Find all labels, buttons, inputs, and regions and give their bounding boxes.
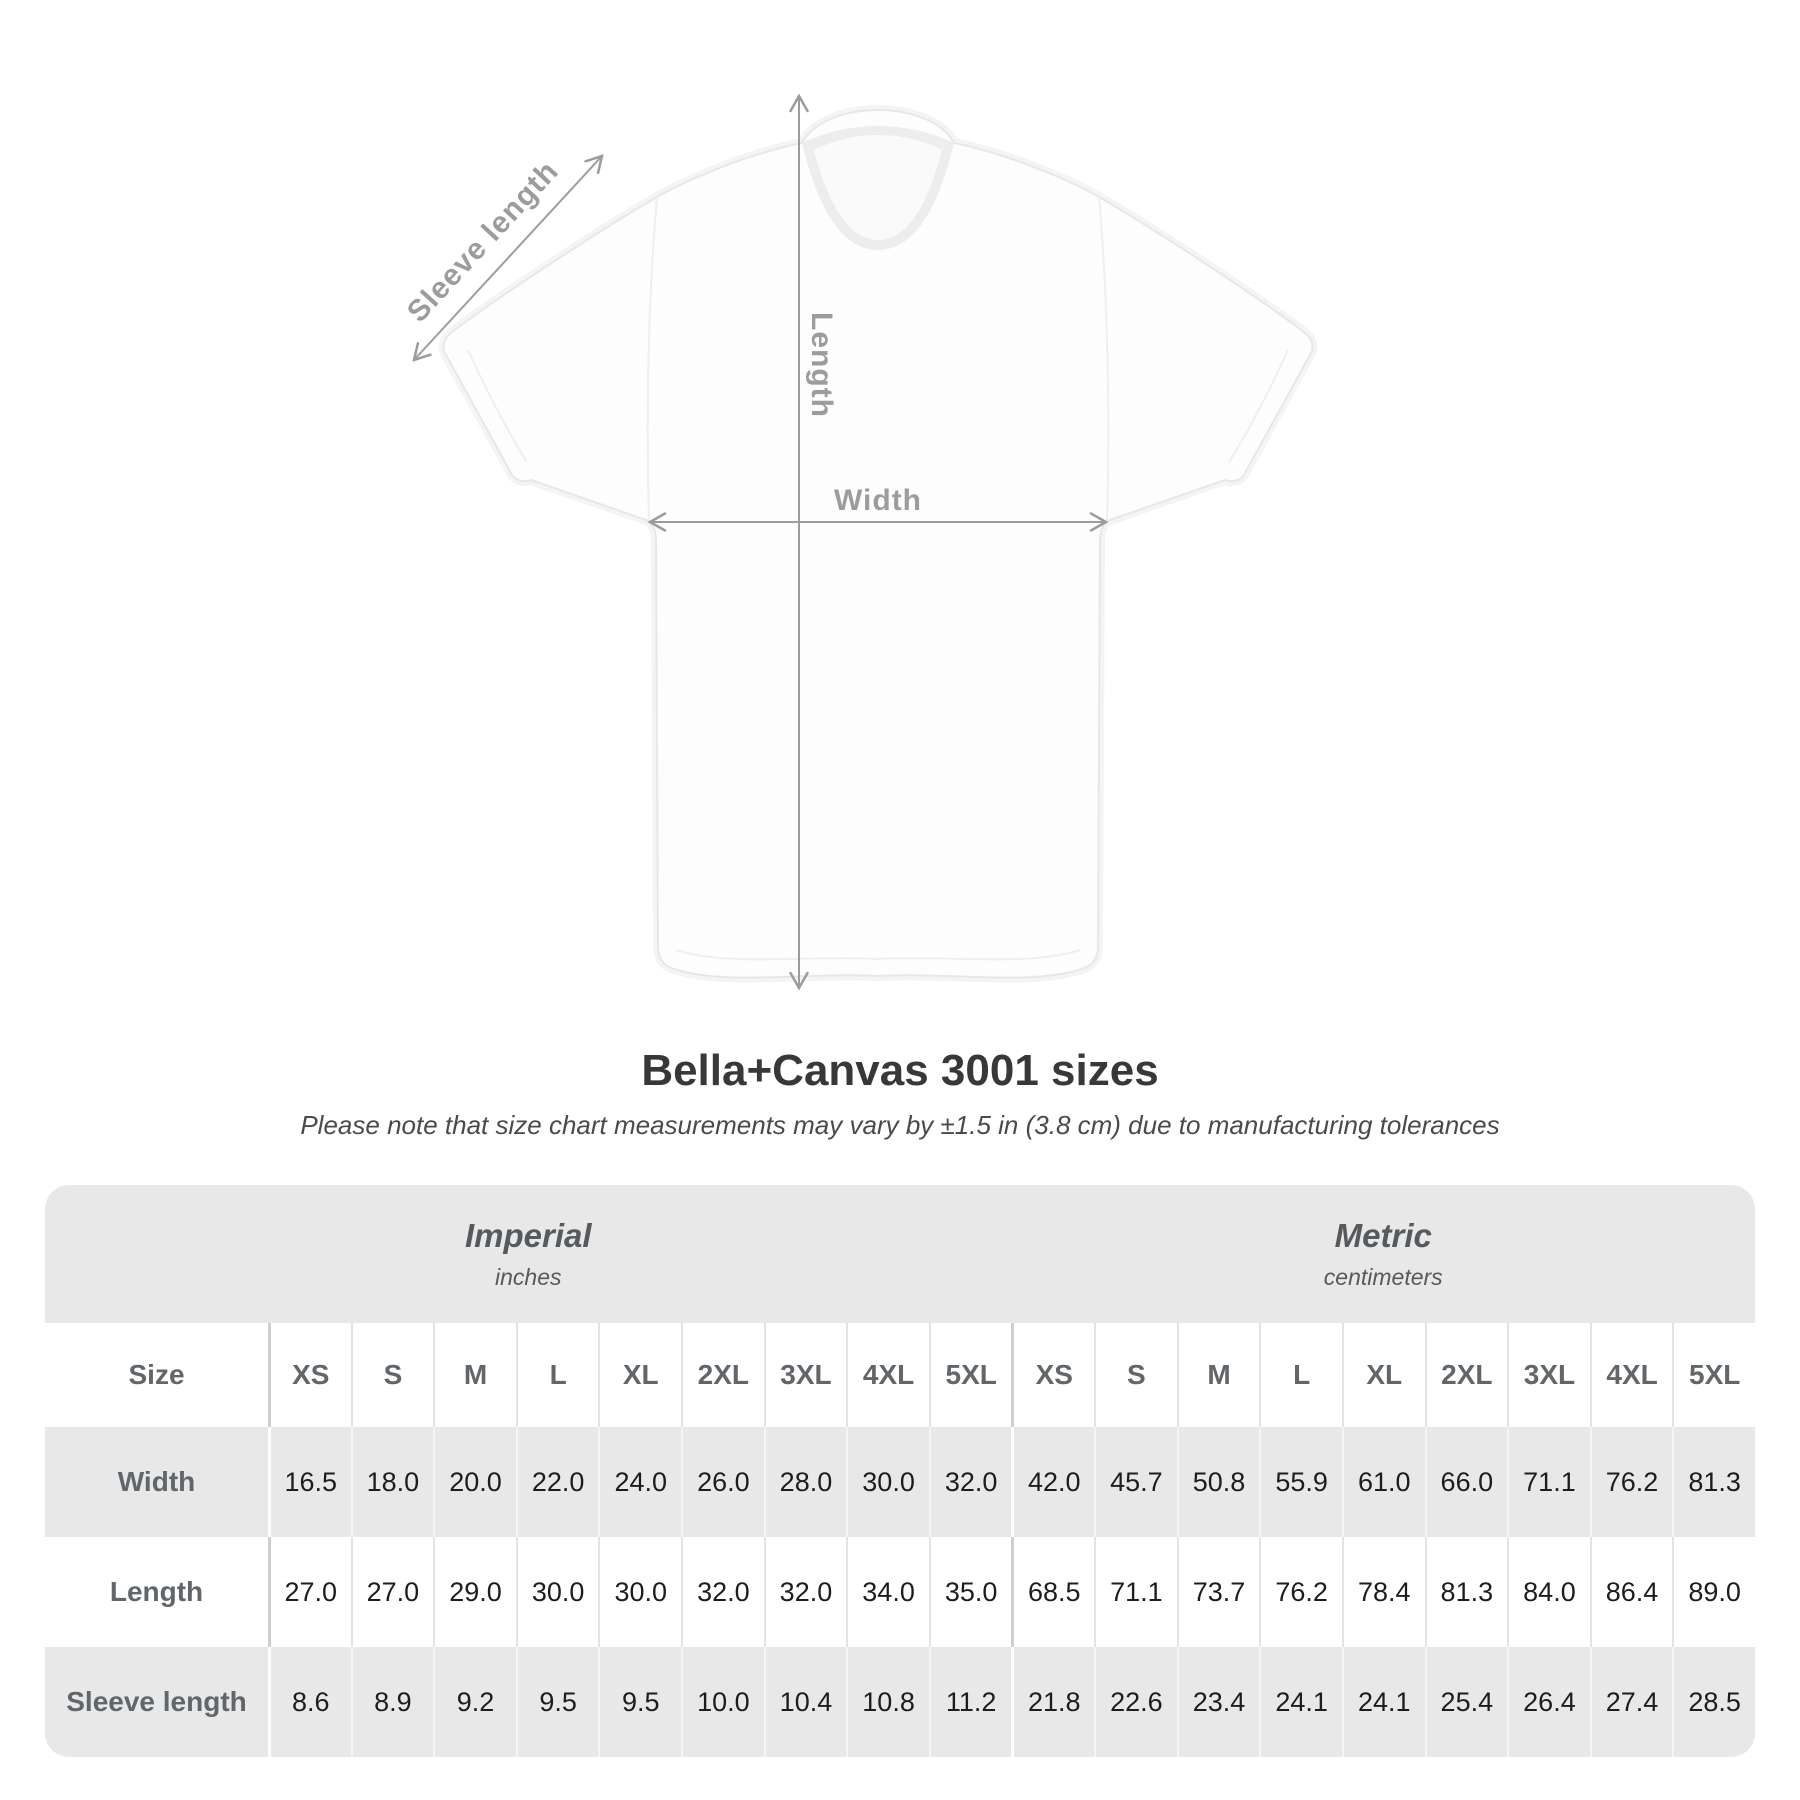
- measurement-cell: 24.1: [1342, 1647, 1425, 1757]
- size-header-row: [45, 1323, 1755, 1427]
- row-label: Width: [45, 1427, 268, 1537]
- measurement-cell: 8.9: [351, 1647, 434, 1757]
- measurement-cell: 20.0: [433, 1427, 516, 1537]
- size-column-metric-2xl: 2XL: [1425, 1323, 1508, 1427]
- measurement-cell: 30.0: [846, 1427, 929, 1537]
- size-column-metric-3xl: 3XL: [1507, 1323, 1590, 1427]
- size-column-imperial-2xl: 2XL: [681, 1323, 764, 1427]
- size-table: [45, 1185, 1755, 1757]
- measurement-cell: 26.0: [681, 1427, 764, 1537]
- unit-sub-imperial: inches: [495, 1264, 562, 1290]
- measurement-cell: 55.9: [1259, 1427, 1342, 1537]
- size-column-imperial-3xl: 3XL: [764, 1323, 847, 1427]
- measurement-cell: 24.1: [1259, 1647, 1342, 1757]
- unit-header-imperial: [45, 1185, 1011, 1323]
- measurement-cell: 89.0: [1672, 1537, 1755, 1647]
- measurement-cell: 76.2: [1259, 1537, 1342, 1647]
- measurement-cell: 81.3: [1425, 1537, 1508, 1647]
- measurement-cell: 42.0: [1011, 1427, 1094, 1537]
- measurement-cell: 32.0: [929, 1427, 1012, 1537]
- size-column-metric-s: S: [1094, 1323, 1177, 1427]
- measurement-cell: 21.8: [1011, 1647, 1094, 1757]
- size-column-metric-m: M: [1177, 1323, 1260, 1427]
- size-column-metric-4xl: 4XL: [1590, 1323, 1673, 1427]
- unit-name-imperial: Imperial: [464, 1217, 592, 1254]
- measurement-cell: 30.0: [598, 1537, 681, 1647]
- size-column-metric-l: L: [1259, 1323, 1342, 1427]
- measurement-row: [45, 1537, 1755, 1647]
- measurement-cell: 25.4: [1425, 1647, 1508, 1757]
- measurement-cell: 71.1: [1094, 1537, 1177, 1647]
- length-label: Length: [805, 312, 838, 418]
- measurement-cell: 66.0: [1425, 1427, 1508, 1537]
- measurement-cell: 35.0: [929, 1537, 1012, 1647]
- measurement-cell: 18.0: [351, 1427, 434, 1537]
- measurement-cell: 32.0: [681, 1537, 764, 1647]
- measurement-cell: 23.4: [1177, 1647, 1260, 1757]
- size-column-imperial-l: L: [516, 1323, 599, 1427]
- measurement-rows: [45, 1427, 1755, 1757]
- measurement-cell: 28.5: [1672, 1647, 1755, 1757]
- measurement-cell: 9.5: [516, 1647, 599, 1757]
- measurement-cell: 68.5: [1011, 1537, 1094, 1647]
- measurement-cell: 76.2: [1590, 1427, 1673, 1537]
- measurement-cell: 50.8: [1177, 1427, 1260, 1537]
- measurement-cell: 71.1: [1507, 1427, 1590, 1537]
- measurement-cell: 27.0: [268, 1537, 351, 1647]
- size-column-metric-xl: XL: [1342, 1323, 1425, 1427]
- size-column-metric-xs: XS: [1011, 1323, 1094, 1427]
- measurement-cell: 9.5: [598, 1647, 681, 1757]
- size-column-imperial-m: M: [433, 1323, 516, 1427]
- row-label: Length: [45, 1537, 268, 1647]
- measurement-cell: 81.3: [1672, 1427, 1755, 1537]
- unit-sub-metric: centimeters: [1323, 1264, 1443, 1290]
- measurement-cell: 24.0: [598, 1427, 681, 1537]
- sleeve-length-label: Sleeve length: [400, 154, 566, 329]
- page-subtitle: Please note that size chart measurements may vary by ±1.5 in (3.8 cm) due to manufacturing tolerances: [300, 1110, 1500, 1140]
- measurement-cell: 26.4: [1507, 1647, 1590, 1757]
- measurement-row: [45, 1427, 1755, 1537]
- measurement-cell: 84.0: [1507, 1537, 1590, 1647]
- measurement-cell: 16.5: [268, 1427, 351, 1537]
- unit-name-metric: Metric: [1334, 1217, 1432, 1254]
- measurement-cell: 32.0: [764, 1537, 847, 1647]
- measurement-cell: 28.0: [764, 1427, 847, 1537]
- measurement-cell: 10.4: [764, 1647, 847, 1757]
- unit-header-row: [45, 1185, 1755, 1323]
- size-table-head: [45, 1185, 1755, 1427]
- measurement-cell: 45.7: [1094, 1427, 1177, 1537]
- measurement-cell: 27.4: [1590, 1647, 1673, 1757]
- size-column-label: Size: [45, 1323, 268, 1427]
- size-column-metric-5xl: 5XL: [1672, 1323, 1755, 1427]
- size-column-imperial-s: S: [351, 1323, 434, 1427]
- page-title: Bella+Canvas 3001 sizes: [641, 1046, 1159, 1095]
- measurement-cell: 27.0: [351, 1537, 434, 1647]
- measurement-row: [45, 1647, 1755, 1757]
- measurement-cell: 8.6: [268, 1647, 351, 1757]
- measurement-cell: 29.0: [433, 1537, 516, 1647]
- measurement-cell: 10.8: [846, 1647, 929, 1757]
- measurement-cell: 34.0: [846, 1537, 929, 1647]
- measurement-cell: 11.2: [929, 1647, 1012, 1757]
- measurement-cell: 78.4: [1342, 1537, 1425, 1647]
- measurement-cell: 61.0: [1342, 1427, 1425, 1537]
- measurement-cell: 10.0: [681, 1647, 764, 1757]
- measurement-cell: 73.7: [1177, 1537, 1260, 1647]
- measurement-cell: 9.2: [433, 1647, 516, 1757]
- measurement-cell: 86.4: [1590, 1537, 1673, 1647]
- size-column-imperial-xs: XS: [268, 1323, 351, 1427]
- measurement-cell: 30.0: [516, 1537, 599, 1647]
- width-label: Width: [833, 484, 923, 517]
- size-column-imperial-4xl: 4XL: [846, 1323, 929, 1427]
- measurement-cell: 22.0: [516, 1427, 599, 1537]
- size-column-imperial-5xl: 5XL: [929, 1323, 1012, 1427]
- row-label: Sleeve length: [45, 1647, 268, 1757]
- measurement-cell: 22.6: [1094, 1647, 1177, 1757]
- size-column-imperial-xl: XL: [598, 1323, 681, 1427]
- unit-header-metric: [1011, 1185, 1755, 1323]
